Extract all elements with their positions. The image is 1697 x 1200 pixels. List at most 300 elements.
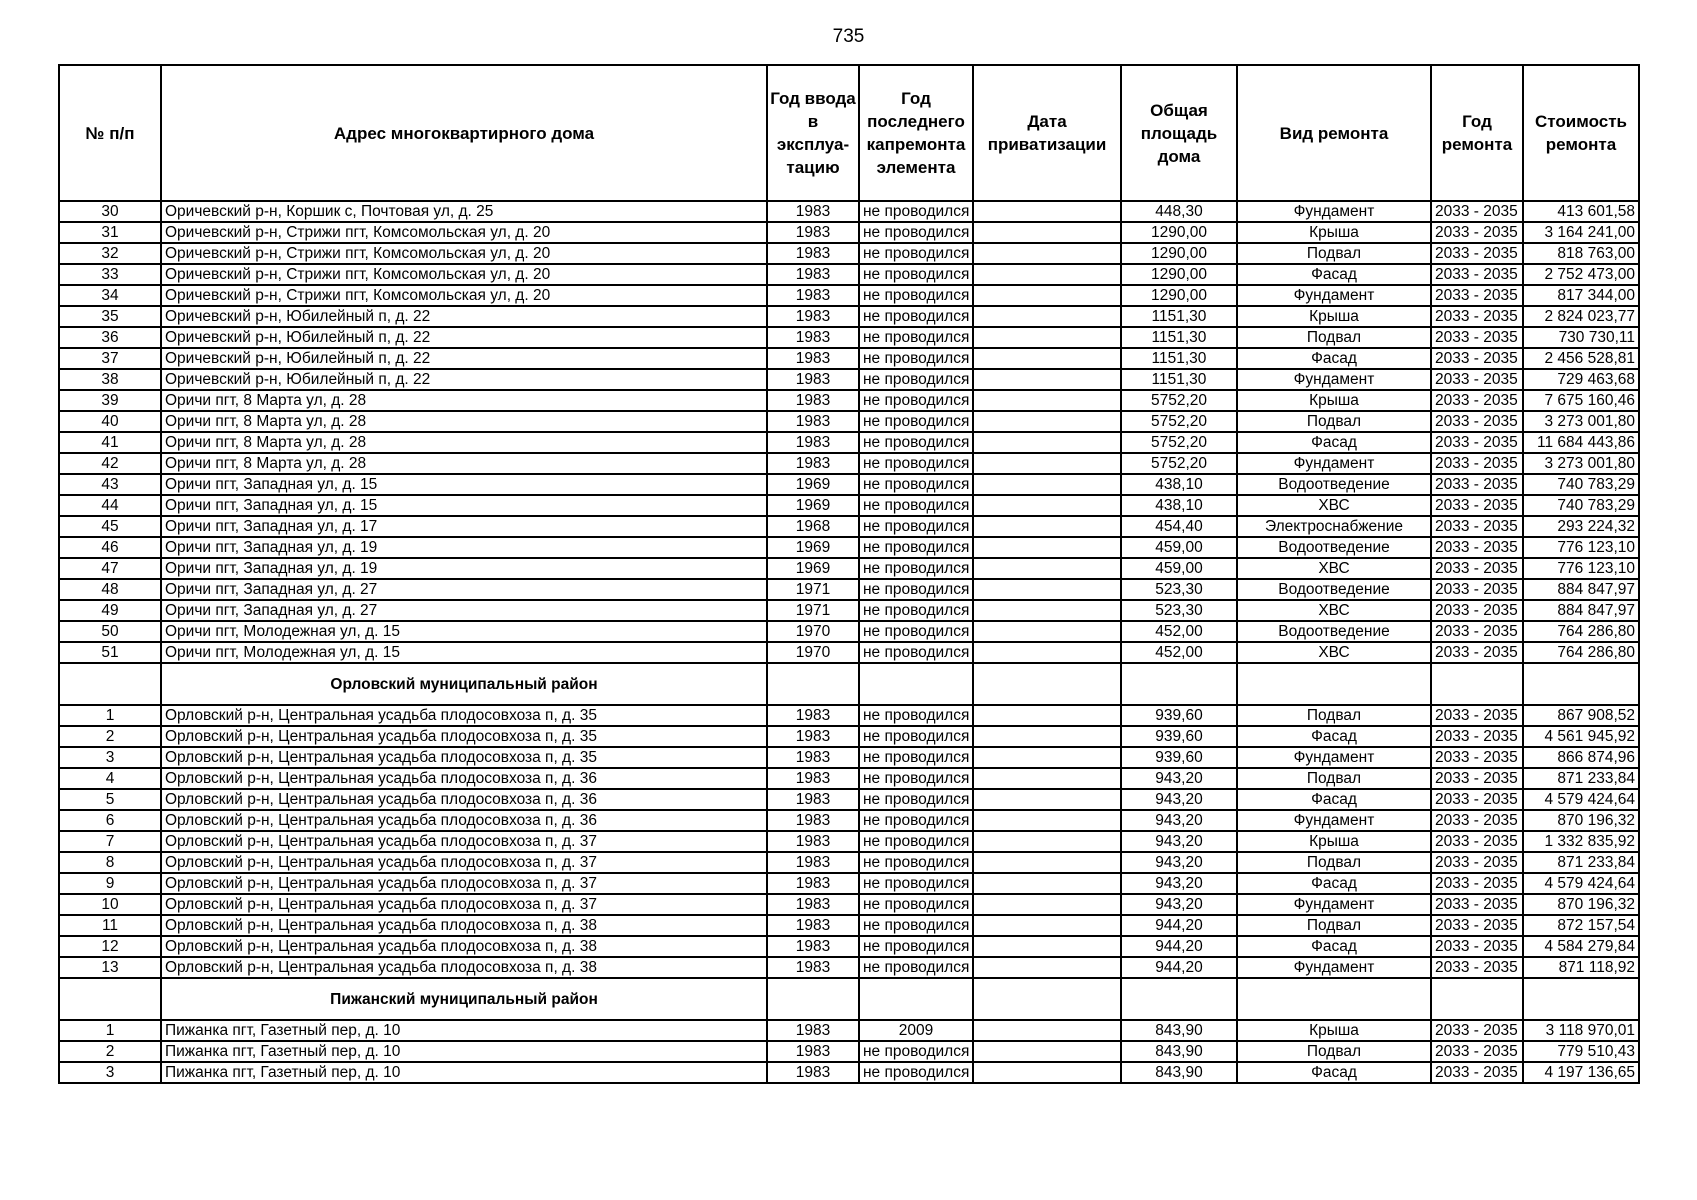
row-total-area: 939,60	[1121, 747, 1237, 768]
row-last-repair: не проводился	[859, 306, 973, 327]
row-repair-type: Электроснабжение	[1237, 516, 1431, 537]
row-repair-type: Фундамент	[1237, 810, 1431, 831]
row-total-area: 1290,00	[1121, 264, 1237, 285]
section-empty-cell	[1121, 663, 1237, 705]
row-year-commissioned: 1970	[767, 642, 859, 663]
row-privatization-date	[973, 642, 1121, 663]
row-total-area: 1290,00	[1121, 222, 1237, 243]
row-address: Оричи пгт, 8 Марта ул, д. 28	[161, 411, 767, 432]
row-repair-type: ХВС	[1237, 558, 1431, 579]
row-repair-years: 2033 - 2035	[1431, 768, 1523, 789]
row-repair-years: 2033 - 2035	[1431, 411, 1523, 432]
section-empty-cell	[767, 663, 859, 705]
row-total-area: 452,00	[1121, 642, 1237, 663]
row-repair-type: Подвал	[1237, 1041, 1431, 1062]
row-num: 31	[59, 222, 161, 243]
row-total-area: 459,00	[1121, 537, 1237, 558]
row-num: 4	[59, 768, 161, 789]
table-row	[59, 516, 1639, 537]
table-row	[59, 495, 1639, 516]
row-year-commissioned: 1983	[767, 1020, 859, 1041]
table-row	[59, 558, 1639, 579]
row-last-repair: не проводился	[859, 327, 973, 348]
row-num: 39	[59, 390, 161, 411]
row-last-repair: не проводился	[859, 285, 973, 306]
row-address: Орловский р-н, Центральная усадьба плодосовхоза п, д. 37	[161, 873, 767, 894]
table-row	[59, 810, 1639, 831]
row-privatization-date	[973, 369, 1121, 390]
row-privatization-date	[973, 411, 1121, 432]
table-row	[59, 453, 1639, 474]
row-total-area: 939,60	[1121, 705, 1237, 726]
row-last-repair: не проводился	[859, 537, 973, 558]
row-privatization-date	[973, 243, 1121, 264]
row-repair-cost: 866 874,96	[1523, 747, 1639, 768]
row-repair-years: 2033 - 2035	[1431, 705, 1523, 726]
row-repair-type: Крыша	[1237, 1020, 1431, 1041]
row-repair-cost: 884 847,97	[1523, 600, 1639, 621]
row-address: Пижанка пгт, Газетный пер, д. 10	[161, 1041, 767, 1062]
row-address: Орловский р-н, Центральная усадьба плодосовхоза п, д. 36	[161, 768, 767, 789]
row-repair-years: 2033 - 2035	[1431, 915, 1523, 936]
row-repair-cost: 4 561 945,92	[1523, 726, 1639, 747]
row-repair-cost: 764 286,80	[1523, 621, 1639, 642]
row-year-commissioned: 1983	[767, 1062, 859, 1083]
row-repair-years: 2033 - 2035	[1431, 642, 1523, 663]
table-row	[59, 1020, 1639, 1041]
row-repair-years: 2033 - 2035	[1431, 264, 1523, 285]
row-total-area: 452,00	[1121, 621, 1237, 642]
row-privatization-date	[973, 873, 1121, 894]
table-row	[59, 432, 1639, 453]
row-last-repair: не проводился	[859, 831, 973, 852]
section-title: Орловский муниципальный район	[161, 663, 767, 705]
row-privatization-date	[973, 222, 1121, 243]
row-last-repair: не проводился	[859, 810, 973, 831]
row-repair-years: 2033 - 2035	[1431, 432, 1523, 453]
row-repair-years: 2033 - 2035	[1431, 873, 1523, 894]
row-repair-type: Фасад	[1237, 348, 1431, 369]
row-repair-cost: 872 157,54	[1523, 915, 1639, 936]
row-repair-cost: 4 197 136,65	[1523, 1062, 1639, 1083]
row-num: 10	[59, 894, 161, 915]
row-address: Оричи пгт, Западная ул, д. 17	[161, 516, 767, 537]
section-empty-cell	[973, 978, 1121, 1020]
row-repair-cost: 3 118 970,01	[1523, 1020, 1639, 1041]
row-repair-years: 2033 - 2035	[1431, 789, 1523, 810]
row-year-commissioned: 1971	[767, 579, 859, 600]
row-repair-years: 2033 - 2035	[1431, 453, 1523, 474]
row-year-commissioned: 1983	[767, 1041, 859, 1062]
header-repair-type: Вид ремонта	[1237, 65, 1431, 201]
row-last-repair: не проводился	[859, 873, 973, 894]
table-row	[59, 1062, 1639, 1083]
table-row	[59, 201, 1639, 222]
row-repair-type: Крыша	[1237, 222, 1431, 243]
row-privatization-date	[973, 600, 1121, 621]
row-repair-type: Подвал	[1237, 243, 1431, 264]
row-repair-type: Подвал	[1237, 411, 1431, 432]
row-repair-type: Фундамент	[1237, 453, 1431, 474]
row-repair-cost: 764 286,80	[1523, 642, 1639, 663]
table-row	[59, 705, 1639, 726]
row-repair-type: Подвал	[1237, 705, 1431, 726]
row-address: Оричи пгт, Западная ул, д. 19	[161, 558, 767, 579]
row-num: 36	[59, 327, 161, 348]
row-address: Пижанка пгт, Газетный пер, д. 10	[161, 1020, 767, 1041]
row-year-commissioned: 1983	[767, 243, 859, 264]
row-last-repair: не проводился	[859, 789, 973, 810]
row-year-commissioned: 1983	[767, 894, 859, 915]
row-repair-cost: 3 273 001,80	[1523, 411, 1639, 432]
header-year-commissioned: Год ввода в эксплуа-тацию	[767, 65, 859, 201]
row-num: 43	[59, 474, 161, 495]
row-repair-years: 2033 - 2035	[1431, 621, 1523, 642]
row-repair-cost: 740 783,29	[1523, 495, 1639, 516]
row-repair-type: Подвал	[1237, 327, 1431, 348]
row-last-repair: не проводился	[859, 621, 973, 642]
header-last-repair-year: Год последнего капремонта элемента	[859, 65, 973, 201]
row-privatization-date	[973, 1020, 1121, 1041]
row-address: Орловский р-н, Центральная усадьба плодосовхоза п, д. 38	[161, 936, 767, 957]
row-num: 3	[59, 1062, 161, 1083]
row-repair-years: 2033 - 2035	[1431, 495, 1523, 516]
row-repair-years: 2033 - 2035	[1431, 243, 1523, 264]
row-repair-years: 2033 - 2035	[1431, 1020, 1523, 1041]
row-year-commissioned: 1970	[767, 621, 859, 642]
table-row	[59, 600, 1639, 621]
table-row	[59, 579, 1639, 600]
row-repair-type: Фасад	[1237, 936, 1431, 957]
row-total-area: 943,20	[1121, 831, 1237, 852]
table-row	[59, 873, 1639, 894]
row-total-area: 1151,30	[1121, 327, 1237, 348]
row-total-area: 943,20	[1121, 810, 1237, 831]
row-total-area: 5752,20	[1121, 390, 1237, 411]
row-repair-cost: 2 752 473,00	[1523, 264, 1639, 285]
row-privatization-date	[973, 453, 1121, 474]
header-num: № п/п	[59, 65, 161, 201]
row-address: Орловский р-н, Центральная усадьба плодосовхоза п, д. 35	[161, 726, 767, 747]
section-empty-cell	[859, 663, 973, 705]
row-total-area: 438,10	[1121, 495, 1237, 516]
table-row	[59, 1041, 1639, 1062]
row-num: 32	[59, 243, 161, 264]
row-num: 48	[59, 579, 161, 600]
row-privatization-date	[973, 936, 1121, 957]
row-repair-cost: 2 824 023,77	[1523, 306, 1639, 327]
row-num: 49	[59, 600, 161, 621]
row-repair-cost: 1 332 835,92	[1523, 831, 1639, 852]
row-address: Орловский р-н, Центральная усадьба плодосовхоза п, д. 38	[161, 915, 767, 936]
row-repair-cost: 871 118,92	[1523, 957, 1639, 978]
row-privatization-date	[973, 747, 1121, 768]
row-address: Орловский р-н, Центральная усадьба плодосовхоза п, д. 35	[161, 705, 767, 726]
row-address: Оричевский р-н, Стрижи пгт, Комсомольская ул, д. 20	[161, 264, 767, 285]
row-privatization-date	[973, 558, 1121, 579]
row-year-commissioned: 1983	[767, 768, 859, 789]
row-total-area: 943,20	[1121, 852, 1237, 873]
row-total-area: 5752,20	[1121, 411, 1237, 432]
row-last-repair: не проводился	[859, 768, 973, 789]
row-privatization-date	[973, 621, 1121, 642]
row-repair-years: 2033 - 2035	[1431, 306, 1523, 327]
row-repair-type: Фасад	[1237, 726, 1431, 747]
row-year-commissioned: 1983	[767, 873, 859, 894]
row-repair-years: 2033 - 2035	[1431, 201, 1523, 222]
header-repair-years: Год ремонта	[1431, 65, 1523, 201]
row-num: 35	[59, 306, 161, 327]
row-total-area: 1151,30	[1121, 369, 1237, 390]
table-row	[59, 957, 1639, 978]
row-repair-type: Фундамент	[1237, 894, 1431, 915]
row-repair-years: 2033 - 2035	[1431, 369, 1523, 390]
row-year-commissioned: 1983	[767, 369, 859, 390]
row-last-repair: не проводился	[859, 726, 973, 747]
row-privatization-date	[973, 705, 1121, 726]
row-address: Оричи пгт, 8 Марта ул, д. 28	[161, 390, 767, 411]
row-year-commissioned: 1969	[767, 474, 859, 495]
row-privatization-date	[973, 390, 1121, 411]
row-last-repair: не проводился	[859, 516, 973, 537]
row-year-commissioned: 1983	[767, 453, 859, 474]
row-year-commissioned: 1968	[767, 516, 859, 537]
table-row	[59, 789, 1639, 810]
row-privatization-date	[973, 810, 1121, 831]
table-row	[59, 747, 1639, 768]
row-num: 44	[59, 495, 161, 516]
row-repair-cost: 776 123,10	[1523, 558, 1639, 579]
section-empty-cell	[1523, 663, 1639, 705]
row-repair-type: Крыша	[1237, 390, 1431, 411]
row-repair-type: Водоотведение	[1237, 537, 1431, 558]
row-repair-cost: 413 601,58	[1523, 201, 1639, 222]
row-address: Оричи пгт, Западная ул, д. 27	[161, 600, 767, 621]
row-last-repair: не проводился	[859, 495, 973, 516]
row-num: 30	[59, 201, 161, 222]
section-empty-cell	[1523, 978, 1639, 1020]
row-repair-type: Фундамент	[1237, 957, 1431, 978]
row-last-repair: не проводился	[859, 558, 973, 579]
row-num: 34	[59, 285, 161, 306]
row-repair-years: 2033 - 2035	[1431, 390, 1523, 411]
row-num: 8	[59, 852, 161, 873]
table-row	[59, 474, 1639, 495]
row-num: 5	[59, 789, 161, 810]
row-total-area: 943,20	[1121, 873, 1237, 894]
row-year-commissioned: 1983	[767, 726, 859, 747]
row-repair-years: 2033 - 2035	[1431, 474, 1523, 495]
table-header-row	[59, 65, 1639, 201]
header-total-area: Общая площадь дома	[1121, 65, 1237, 201]
row-address: Оричи пгт, 8 Марта ул, д. 28	[161, 453, 767, 474]
row-repair-type: Водоотведение	[1237, 621, 1431, 642]
row-year-commissioned: 1983	[767, 348, 859, 369]
row-num: 1	[59, 705, 161, 726]
row-num: 45	[59, 516, 161, 537]
row-last-repair: не проводился	[859, 642, 973, 663]
section-empty-cell	[973, 663, 1121, 705]
row-year-commissioned: 1983	[767, 789, 859, 810]
row-repair-cost: 293 224,32	[1523, 516, 1639, 537]
row-total-area: 843,90	[1121, 1041, 1237, 1062]
row-year-commissioned: 1983	[767, 264, 859, 285]
row-repair-years: 2033 - 2035	[1431, 726, 1523, 747]
row-year-commissioned: 1983	[767, 915, 859, 936]
table-body	[59, 201, 1639, 1083]
row-repair-cost: 779 510,43	[1523, 1041, 1639, 1062]
row-repair-cost: 7 675 160,46	[1523, 390, 1639, 411]
row-total-area: 5752,20	[1121, 453, 1237, 474]
row-repair-cost: 871 233,84	[1523, 768, 1639, 789]
row-num: 41	[59, 432, 161, 453]
row-privatization-date	[973, 495, 1121, 516]
row-last-repair: не проводился	[859, 957, 973, 978]
row-repair-years: 2033 - 2035	[1431, 327, 1523, 348]
row-repair-years: 2033 - 2035	[1431, 957, 1523, 978]
row-total-area: 454,40	[1121, 516, 1237, 537]
row-repair-cost: 776 123,10	[1523, 537, 1639, 558]
row-address: Оричи пгт, Западная ул, д. 19	[161, 537, 767, 558]
row-address: Оричевский р-н, Стрижи пгт, Комсомольская ул, д. 20	[161, 243, 767, 264]
row-repair-years: 2033 - 2035	[1431, 831, 1523, 852]
row-repair-cost: 871 233,84	[1523, 852, 1639, 873]
section-empty-cell	[1431, 978, 1523, 1020]
row-num: 2	[59, 1041, 161, 1062]
row-repair-years: 2033 - 2035	[1431, 894, 1523, 915]
table-row	[59, 285, 1639, 306]
row-last-repair: 2009	[859, 1020, 973, 1041]
row-repair-cost: 4 579 424,64	[1523, 873, 1639, 894]
row-privatization-date	[973, 474, 1121, 495]
row-num: 9	[59, 873, 161, 894]
row-address: Пижанка пгт, Газетный пер, д. 10	[161, 1062, 767, 1083]
row-last-repair: не проводился	[859, 852, 973, 873]
page-number: 735	[832, 26, 865, 47]
table-row	[59, 243, 1639, 264]
row-num: 51	[59, 642, 161, 663]
row-repair-type: Водоотведение	[1237, 474, 1431, 495]
row-last-repair: не проводился	[859, 600, 973, 621]
row-total-area: 943,20	[1121, 789, 1237, 810]
row-repair-years: 2033 - 2035	[1431, 852, 1523, 873]
row-repair-years: 2033 - 2035	[1431, 600, 1523, 621]
table-row	[59, 726, 1639, 747]
section-empty-cell	[767, 978, 859, 1020]
row-total-area: 943,20	[1121, 768, 1237, 789]
row-repair-type: Фундамент	[1237, 285, 1431, 306]
row-year-commissioned: 1983	[767, 285, 859, 306]
row-privatization-date	[973, 285, 1121, 306]
row-total-area: 843,90	[1121, 1062, 1237, 1083]
row-privatization-date	[973, 852, 1121, 873]
row-num: 38	[59, 369, 161, 390]
row-year-commissioned: 1983	[767, 327, 859, 348]
row-repair-years: 2033 - 2035	[1431, 285, 1523, 306]
row-privatization-date	[973, 264, 1121, 285]
row-last-repair: не проводился	[859, 747, 973, 768]
row-total-area: 438,10	[1121, 474, 1237, 495]
table-row	[59, 621, 1639, 642]
row-year-commissioned: 1971	[767, 600, 859, 621]
row-privatization-date	[973, 201, 1121, 222]
row-year-commissioned: 1983	[767, 201, 859, 222]
table-row	[59, 264, 1639, 285]
row-last-repair: не проводился	[859, 348, 973, 369]
row-num: 1	[59, 1020, 161, 1041]
row-year-commissioned: 1983	[767, 852, 859, 873]
row-privatization-date	[973, 306, 1121, 327]
row-last-repair: не проводился	[859, 369, 973, 390]
row-last-repair: не проводился	[859, 1062, 973, 1083]
row-address: Орловский р-н, Центральная усадьба плодосовхоза п, д. 36	[161, 810, 767, 831]
row-repair-cost: 730 730,11	[1523, 327, 1639, 348]
row-repair-type: Подвал	[1237, 768, 1431, 789]
row-last-repair: не проводился	[859, 936, 973, 957]
row-num: 42	[59, 453, 161, 474]
row-repair-type: ХВС	[1237, 600, 1431, 621]
row-total-area: 939,60	[1121, 726, 1237, 747]
row-repair-years: 2033 - 2035	[1431, 558, 1523, 579]
table-row	[59, 936, 1639, 957]
row-privatization-date	[973, 1041, 1121, 1062]
row-repair-years: 2033 - 2035	[1431, 537, 1523, 558]
row-privatization-date	[973, 537, 1121, 558]
row-last-repair: не проводился	[859, 453, 973, 474]
section-empty-cell	[1121, 978, 1237, 1020]
row-repair-years: 2033 - 2035	[1431, 1041, 1523, 1062]
table-row	[59, 327, 1639, 348]
row-repair-type: Подвал	[1237, 852, 1431, 873]
row-privatization-date	[973, 768, 1121, 789]
row-address: Оричи пгт, Западная ул, д. 15	[161, 495, 767, 516]
section-empty-cell	[859, 978, 973, 1020]
row-address: Оричевский р-н, Юбилейный п, д. 22	[161, 348, 767, 369]
row-total-area: 523,30	[1121, 579, 1237, 600]
row-repair-type: Фундамент	[1237, 369, 1431, 390]
row-repair-years: 2033 - 2035	[1431, 936, 1523, 957]
row-num: 40	[59, 411, 161, 432]
row-address: Орловский р-н, Центральная усадьба плодосовхоза п, д. 38	[161, 957, 767, 978]
table-row	[59, 894, 1639, 915]
row-privatization-date	[973, 789, 1121, 810]
row-year-commissioned: 1983	[767, 936, 859, 957]
row-year-commissioned: 1969	[767, 495, 859, 516]
row-repair-cost: 4 579 424,64	[1523, 789, 1639, 810]
row-address: Орловский р-н, Центральная усадьба плодосовхоза п, д. 37	[161, 894, 767, 915]
section-empty-cell	[59, 978, 161, 1020]
row-repair-type: Фасад	[1237, 789, 1431, 810]
row-num: 37	[59, 348, 161, 369]
row-year-commissioned: 1983	[767, 705, 859, 726]
row-privatization-date	[973, 957, 1121, 978]
table-row	[59, 348, 1639, 369]
row-repair-years: 2033 - 2035	[1431, 348, 1523, 369]
row-address: Оричевский р-н, Юбилейный п, д. 22	[161, 306, 767, 327]
row-last-repair: не проводился	[859, 1041, 973, 1062]
row-repair-cost: 884 847,97	[1523, 579, 1639, 600]
row-repair-cost: 11 684 443,86	[1523, 432, 1639, 453]
row-privatization-date	[973, 348, 1121, 369]
row-total-area: 843,90	[1121, 1020, 1237, 1041]
row-total-area: 448,30	[1121, 201, 1237, 222]
row-repair-years: 2033 - 2035	[1431, 747, 1523, 768]
row-year-commissioned: 1983	[767, 957, 859, 978]
section-empty-cell	[59, 663, 161, 705]
row-repair-type: Крыша	[1237, 831, 1431, 852]
table-row	[59, 411, 1639, 432]
row-total-area: 944,20	[1121, 915, 1237, 936]
